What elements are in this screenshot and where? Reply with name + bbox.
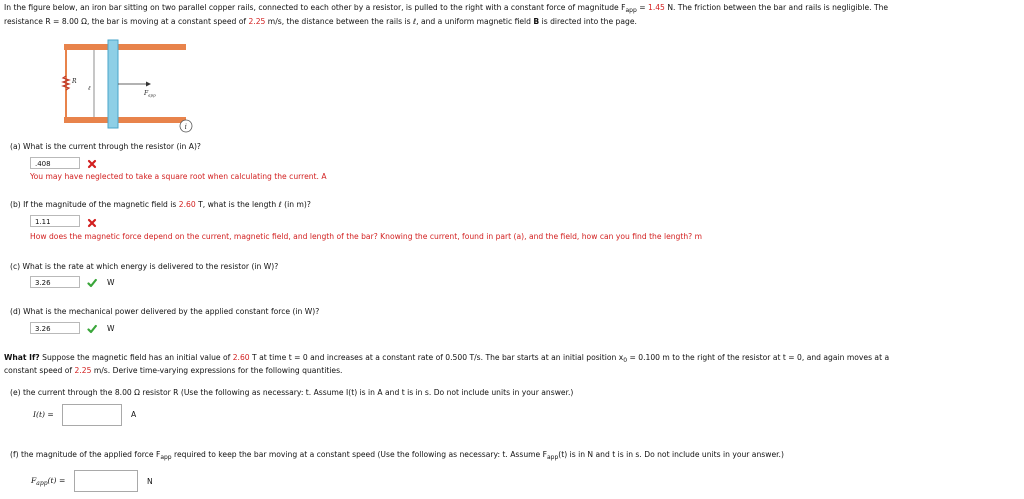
label-f-text: F (31, 476, 37, 485)
force-arrowhead (146, 82, 151, 87)
unit-c: W (107, 278, 115, 287)
resistor-label: R (72, 78, 77, 85)
intro-subscript: app (625, 7, 637, 14)
force-label: $F_{app}$ (144, 90, 156, 98)
question-e: (e) the current through the 8.00 Ω resistor R (Use the following as necessary: t. Assume I(t) is in A and t is in s. Do not include units in your answer.) (10, 388, 574, 397)
question-a: (a) What is the current through the resistor (in A)? (10, 142, 201, 151)
bottom-rail (64, 117, 186, 123)
correct-check-icon (87, 278, 97, 288)
question-f-text: (t) is in N and t is in s. Do not include units in your answer.) (558, 450, 784, 459)
incorrect-x-icon (87, 218, 97, 228)
feedback-b: How does the magnetic force depend on the current, magnetic field, and length of the bar? Knowing the current, found in part (a), and the field, how can you find the length? m (30, 232, 703, 241)
unit-e: A (131, 410, 137, 419)
top-rail (64, 44, 186, 50)
intro-text: m/s, the distance between the rails is ℓ, and a uniform magnetic field (265, 17, 534, 26)
correct-check-icon (87, 324, 97, 334)
what-if-line-2 (4, 366, 342, 375)
incorrect-x-icon (87, 159, 97, 169)
force-value: 1.45 (647, 3, 665, 12)
question-f-subscript: app (160, 454, 172, 461)
initial-field-value: 2.60 (232, 353, 250, 362)
question-f-text: (f) the magnitude of the applied force F (10, 450, 161, 459)
what-if-line-1 (4, 353, 889, 364)
unit-d: W (107, 324, 115, 333)
answer-b-field[interactable]: 1.11 (30, 215, 80, 227)
iron-bar (108, 40, 118, 128)
intro-text: = (636, 3, 648, 12)
length-label: ℓ (88, 85, 91, 92)
what-if-text: T at time t = 0 and increases at a constant rate of 0.500 T/s. The bar starts at an initial position x (249, 353, 624, 362)
question-b-text: T, what is the length ℓ (in m)? (195, 200, 311, 209)
label-f-subscript: app (36, 480, 48, 487)
current-expression-input[interactable] (62, 404, 122, 426)
answer-a-field[interactable]: .408 (30, 157, 80, 169)
what-if-text: Suppose the magnetic field has an initial value of (39, 353, 233, 362)
answer-c-field[interactable]: 3.26 (30, 276, 80, 288)
field-vector-symbol: B (533, 17, 540, 26)
field-value: 2.60 (178, 200, 196, 209)
intro-text: N. The friction between the bar and rails is negligible. The (664, 3, 889, 12)
what-if-text: = 0.100 m to the right of the resistor at t = 0, and again moves at a (627, 353, 890, 362)
label-e: I(t) = (33, 410, 54, 419)
what-if-subscript: 0 (623, 357, 628, 364)
unit-f: N (147, 477, 153, 486)
question-f-subscript: app (547, 454, 559, 461)
question-d: (d) What is the mechanical power delivered by the applied constant force (in W)? (10, 307, 320, 316)
label-f (31, 476, 65, 487)
what-if-text: constant speed of (4, 366, 75, 375)
question-f-text: required to keep the bar moving at a constant speed (Use the following as necessary: t. Assume F (171, 450, 547, 459)
feedback-a: You may have neglected to take a square root when calculating the current. A (30, 172, 327, 181)
speed-value: 2.25 (74, 366, 92, 375)
question-b (10, 200, 311, 209)
intro-text: In the figure below, an iron bar sitting on two parallel copper rails, connected to each other by a resistor, is pulled to the right with a constant force of magnitude F (4, 3, 626, 12)
speed-value: 2.25 (248, 17, 266, 26)
what-if-text: m/s. Derive time-varying expressions for the following quantities. (91, 366, 343, 375)
what-if-heading: What If? (4, 353, 40, 362)
intro-line-2 (4, 17, 637, 26)
question-c: (c) What is the rate at which energy is delivered to the resistor (in W)? (10, 262, 279, 271)
question-b-text: (b) If the magnitude of the magnetic field is (10, 200, 179, 209)
info-icon-glyph: i (184, 123, 187, 131)
force-expression-input[interactable] (74, 470, 138, 492)
rail-bar-figure (50, 38, 200, 138)
intro-text: resistance R = 8.00 Ω, the bar is moving at a constant speed of (4, 17, 249, 26)
answer-d-field[interactable]: 3.26 (30, 322, 80, 334)
question-f (10, 450, 784, 461)
intro-text: is directed into the page. (539, 17, 637, 26)
intro-line-1 (4, 3, 888, 14)
label-f-text: (t) = (47, 476, 66, 485)
